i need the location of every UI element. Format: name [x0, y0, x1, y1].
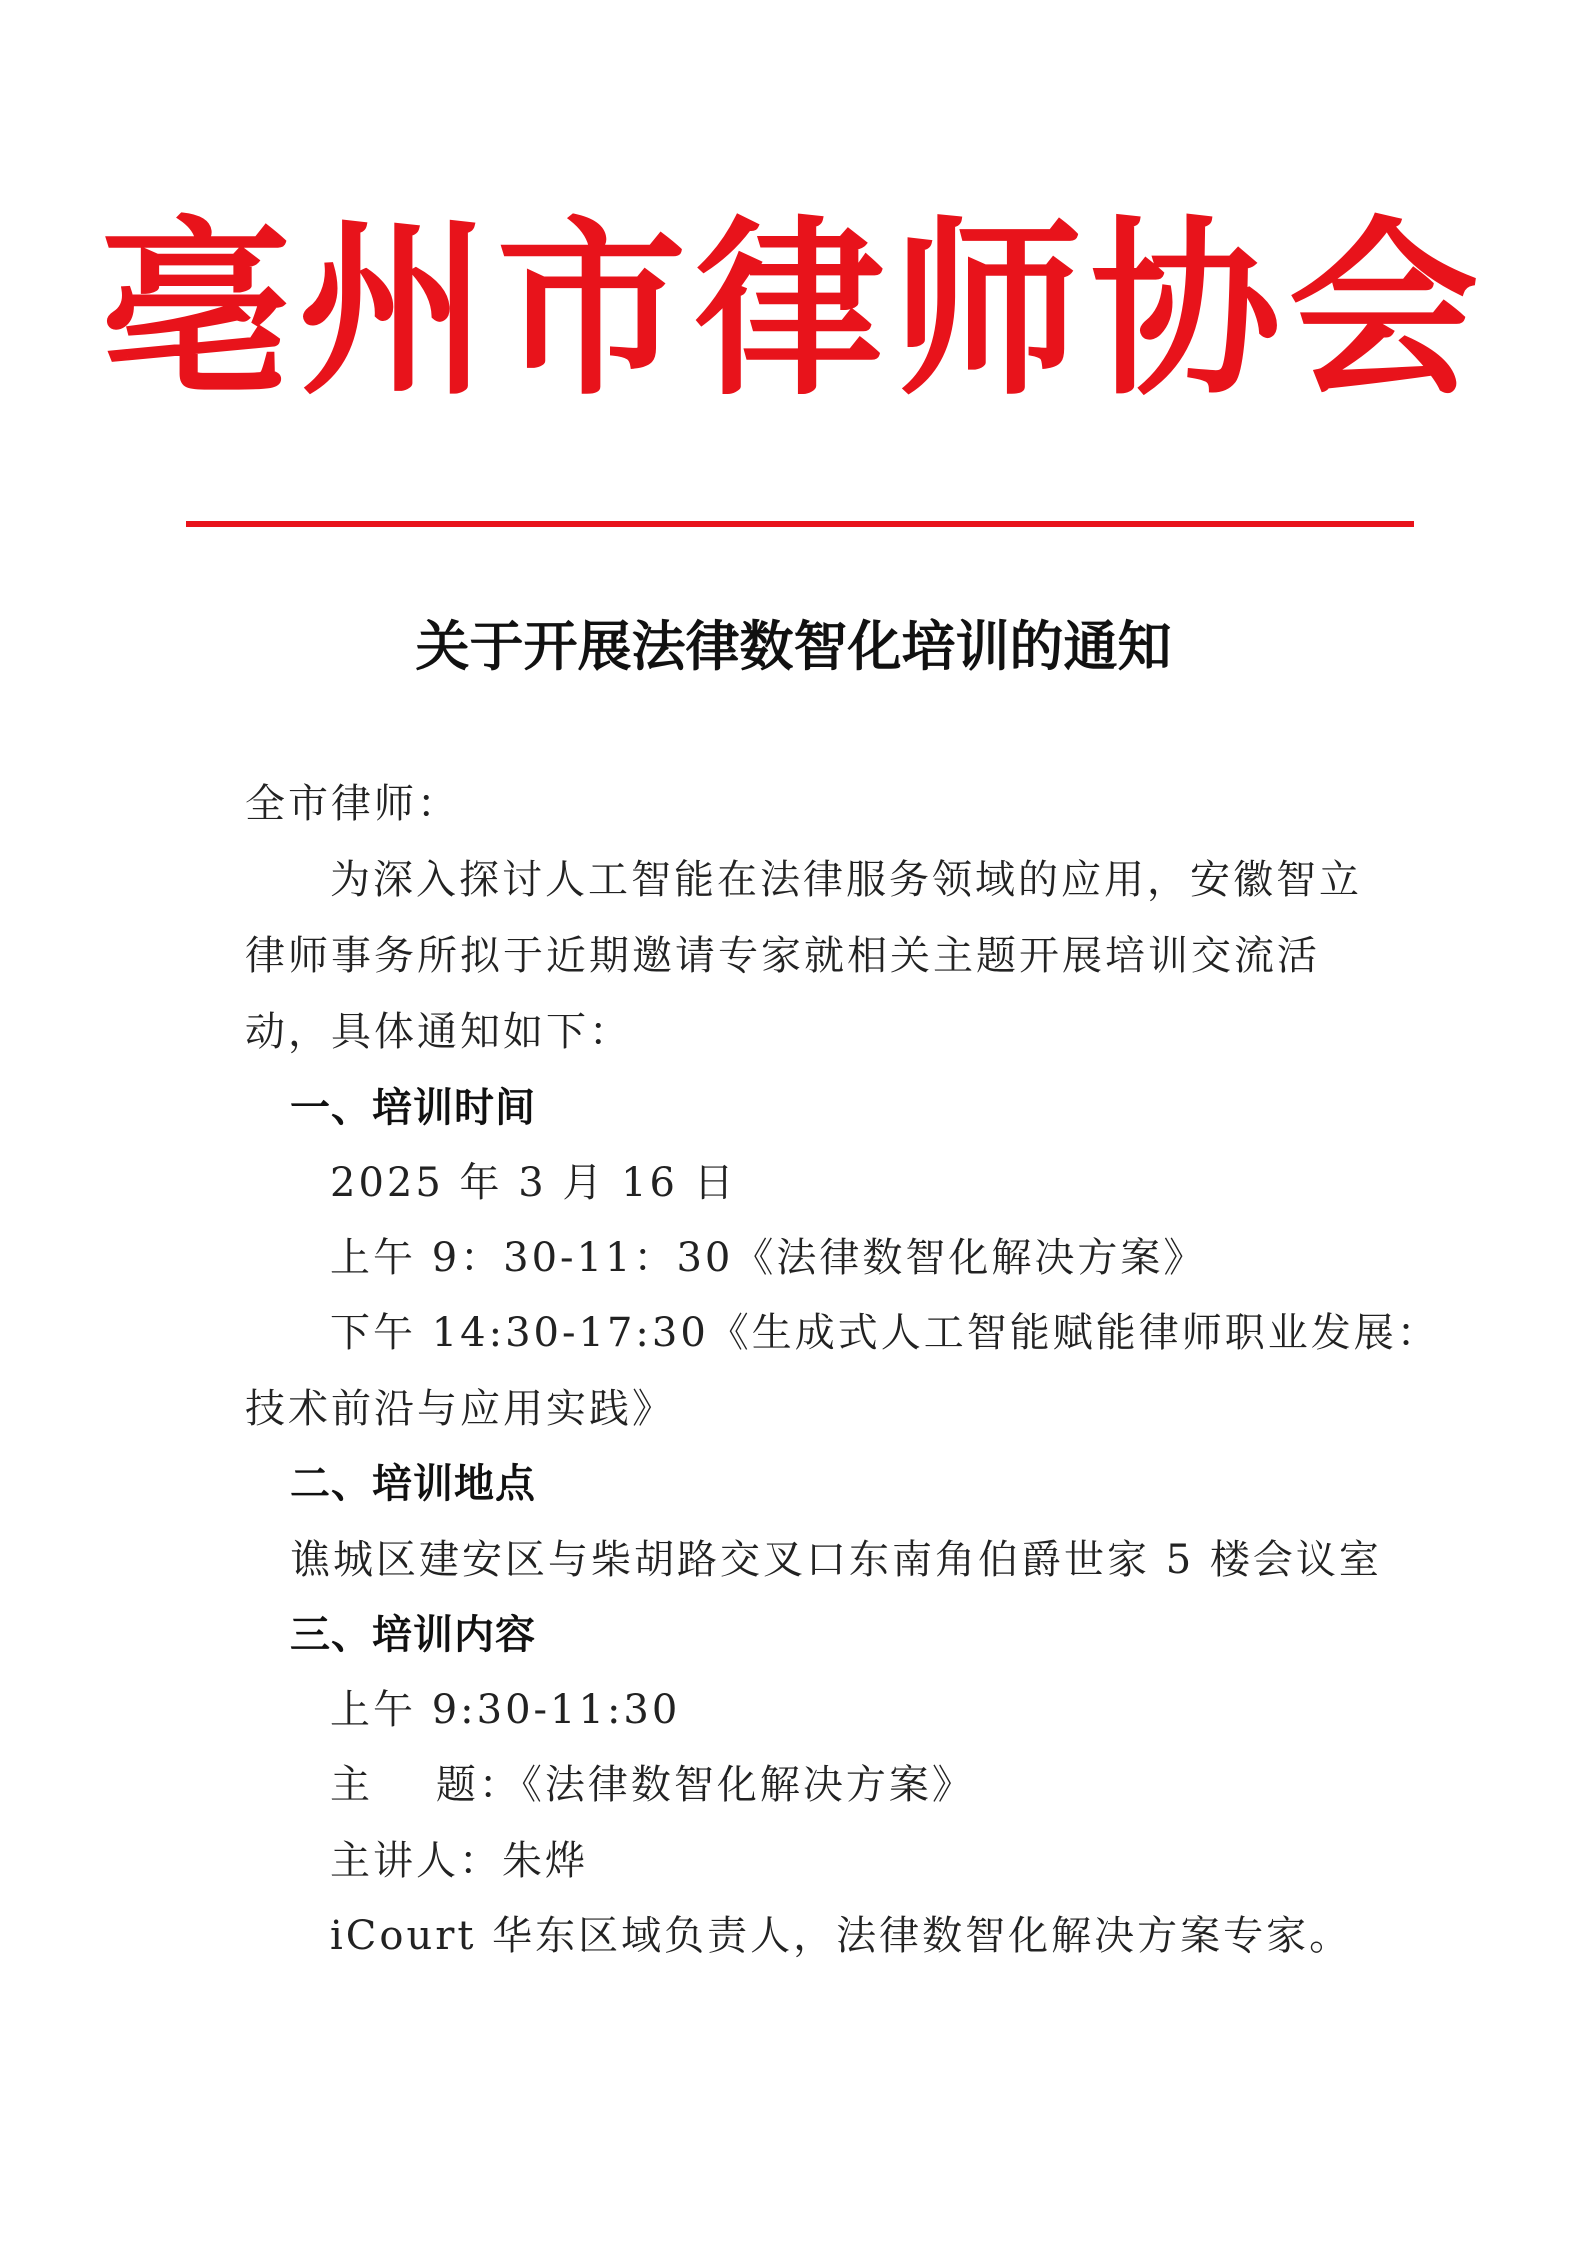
section-heading-time: 一、培训时间: [290, 1085, 536, 1131]
intro-line-2: 律师事务所拟于近期邀请专家就相关主题开展培训交流活: [245, 933, 1320, 979]
training-address: 谯城区建安区与柴胡路交叉口东南角伯爵世家 5 楼会议室: [290, 1537, 1382, 1583]
intro-line-1: 为深入探讨人工智能在法律服务领域的应用，安徽智立: [330, 857, 1362, 903]
content-speaker-bio: iCourt 华东区域负责人，法律数智化解决方案专家。: [330, 1913, 1353, 1959]
training-morning-session: 上午 9：30-11：30《法律数智化解决方案》: [330, 1235, 1207, 1281]
letterhead-organization-name: 亳州市律师协会: [100, 198, 1487, 421]
content-topic: 主 题：《法律数智化解决方案》: [330, 1762, 975, 1808]
training-afternoon-session-line-2: 技术前沿与应用实践》: [245, 1386, 675, 1432]
notice-title: 关于开展法律数智化培训的通知: [415, 615, 1172, 678]
section-heading-content: 三、培训内容: [290, 1612, 536, 1658]
salutation: 全市律师：: [245, 781, 460, 827]
intro-line-3: 动，具体通知如下：: [245, 1009, 632, 1055]
section-heading-location: 二、培训地点: [290, 1461, 536, 1507]
content-speaker: 主讲人：朱烨: [330, 1838, 588, 1884]
training-date: 2025 年 3 月 16 日: [330, 1160, 737, 1206]
content-session-time: 上午 9:30-11:30: [330, 1687, 681, 1733]
letterhead-red-rule: [186, 521, 1414, 527]
training-afternoon-session-line-1: 下午 14:30-17:30《生成式人工智能赋能律师职业发展：: [330, 1310, 1440, 1356]
